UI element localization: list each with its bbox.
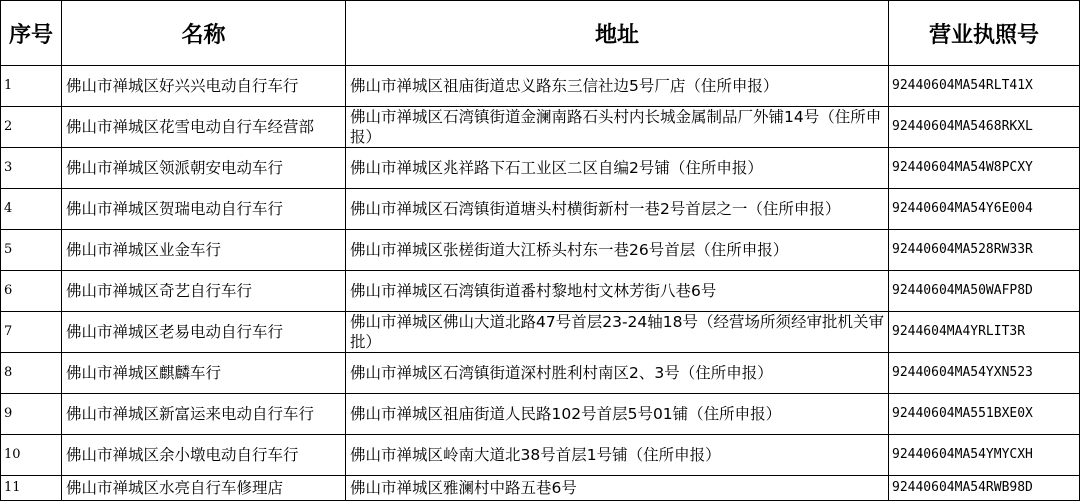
- row-license: 92440604MA54Y6E004: [889, 189, 1080, 230]
- row-name: 佛山市禅城区花雪电动自行车经营部: [62, 107, 346, 148]
- table-row: [1, 148, 1080, 189]
- row-index: 3: [1, 148, 62, 189]
- row-index: 9: [1, 394, 62, 435]
- row-address: 佛山市禅城区石湾镇街道番村黎地村文林芳街八巷6号: [346, 271, 889, 312]
- header-license: 营业执照号: [889, 1, 1080, 66]
- row-index: 11: [1, 476, 62, 501]
- row-name: 佛山市禅城区水亮自行车修理店: [62, 476, 346, 501]
- row-license: 92440604MA528RW33R: [889, 230, 1080, 271]
- row-name: 佛山市禅城区好兴兴电动自行车行: [62, 66, 346, 107]
- row-index: 10: [1, 435, 62, 476]
- row-license: 92440604MA54YMYCXH: [889, 435, 1080, 476]
- row-address: 佛山市禅城区石湾镇街道金澜南路石头村内长城金属制品厂外铺14号（住所申报）: [346, 107, 889, 148]
- row-address: 佛山市禅城区岭南大道北38号首层1号铺（住所申报）: [346, 435, 889, 476]
- row-address: 佛山市禅城区雅澜村中路五巷6号: [346, 476, 889, 501]
- row-name: 佛山市禅城区贺瑞电动自行车行: [62, 189, 346, 230]
- row-index: 6: [1, 271, 62, 312]
- table-row: [1, 230, 1080, 271]
- row-address: 佛山市禅城区张槎街道大江桥头村东一巷26号首层（住所申报）: [346, 230, 889, 271]
- table-row: [1, 66, 1080, 107]
- row-license: 92440604MA54RLT41X: [889, 66, 1080, 107]
- row-license: 92440604MA54YXN523: [889, 353, 1080, 394]
- table-row: [1, 476, 1080, 501]
- header-name: 名称: [62, 1, 346, 66]
- row-index: 8: [1, 353, 62, 394]
- row-license: 92440604MA551BXE0X: [889, 394, 1080, 435]
- table-row: [1, 353, 1080, 394]
- row-address: 佛山市禅城区兆祥路下石工业区二区自编2号铺（住所申报）: [346, 148, 889, 189]
- header-row: [1, 1, 1080, 66]
- row-index: 4: [1, 189, 62, 230]
- row-name: 佛山市禅城区业金车行: [62, 230, 346, 271]
- table-row: [1, 394, 1080, 435]
- row-index: 5: [1, 230, 62, 271]
- row-name: 佛山市禅城区新富运来电动自行车行: [62, 394, 346, 435]
- row-name: 佛山市禅城区麒麟车行: [62, 353, 346, 394]
- header-address: 地址: [346, 1, 889, 66]
- header-index: 序号: [1, 1, 62, 66]
- row-license: 92440604MA5468RKXL: [889, 107, 1080, 148]
- row-name: 佛山市禅城区领派朝安电动车行: [62, 148, 346, 189]
- row-license: 92440604MA54W8PCXY: [889, 148, 1080, 189]
- row-name: 佛山市禅城区余小墩电动自行车行: [62, 435, 346, 476]
- table-row: [1, 435, 1080, 476]
- row-license: 92440604MA50WAFP8D: [889, 271, 1080, 312]
- row-license: 92440604MA54RWB98D: [889, 476, 1080, 501]
- table-row: [1, 312, 1080, 353]
- row-index: 7: [1, 312, 62, 353]
- row-address: 佛山市禅城区佛山大道北路47号首层23-24轴18号（经营场所须经审批机关审批）: [346, 312, 889, 353]
- table-row: [1, 107, 1080, 148]
- table-row: [1, 189, 1080, 230]
- row-address: 佛山市禅城区石湾镇街道塘头村横街新村一巷2号首层之一（住所申报）: [346, 189, 889, 230]
- row-address: 佛山市禅城区石湾镇街道深村胜利村南区2、3号（住所申报）: [346, 353, 889, 394]
- row-index: 2: [1, 107, 62, 148]
- row-name: 佛山市禅城区老易电动自行车行: [62, 312, 346, 353]
- row-index: 1: [1, 66, 62, 107]
- row-address: 佛山市禅城区祖庙街道人民路102号首层5号01铺（住所申报）: [346, 394, 889, 435]
- table-row: [1, 271, 1080, 312]
- row-address: 佛山市禅城区祖庙街道忠义路东三信社边5号厂店（住所申报）: [346, 66, 889, 107]
- row-name: 佛山市禅城区奇艺自行车行: [62, 271, 346, 312]
- row-license: 9244604MA4YRLIT3R: [889, 312, 1080, 353]
